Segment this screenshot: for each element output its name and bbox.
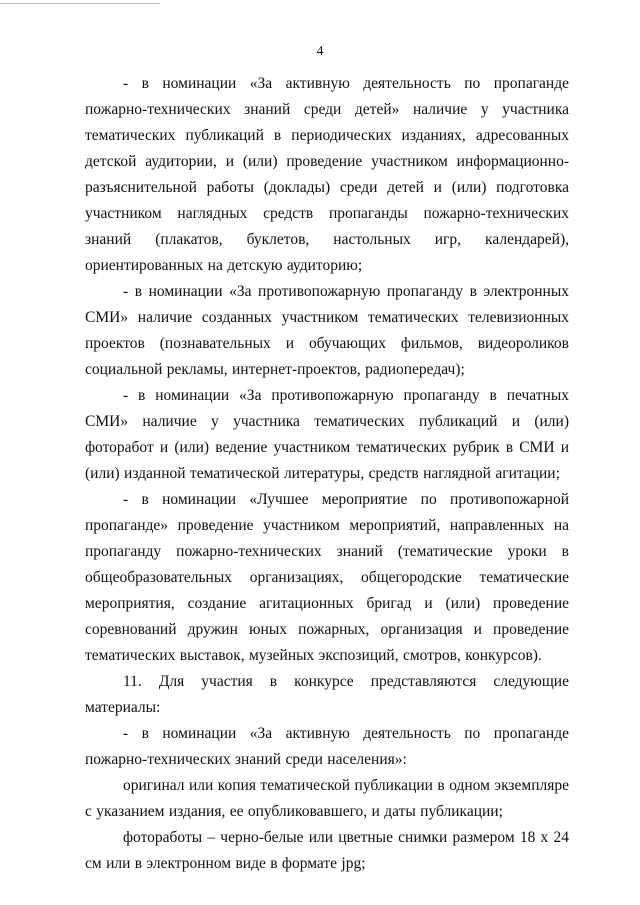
paragraph-population-nomination: - в номинации «За активную деятельность по пропаганде пожарно-технических знаний среди населения»: (85, 725, 569, 768)
top-divider (0, 3, 160, 4)
paragraph-electronic-media-nomination: - в номинации «За противопожарную пропаганду в электронных СМИ» наличие созданных участником тематических телевизионных проектов (познавательных и обучающих фильмов, видеороликов социальной рекламы, интернет-проектов, радиопередач); (85, 283, 569, 378)
paragraph-section-11: 11. Для участия в конкурсе представляются следующие материалы: (85, 673, 569, 716)
paragraph-photo-works: фотоработы – черно-белые или цветные снимки размером 18 х 24 см или в электронном виде в формате jpg; (85, 829, 569, 872)
document-body (85, 71, 569, 877)
page-number: 4 (316, 44, 324, 59)
paragraph-publication-copy: оригинал или копия тематической публикации в одном экземпляре с указанием издания, ее опубликовавшего, и даты публикации; (85, 777, 569, 820)
paragraph-best-event-nomination: - в номинации «Лучшее мероприятие по противопожарной пропаганде» проведение участником мероприятий, направленных на пропаганду пожарно-технических знаний (тематические уроки в общеобразовательных организациях, общегородские тематические мероприятия, создание агитационных бригад и (или) проведение соревнований дружин юных пожарных, организация и проведение тематических выставок, музейных экспозиций, смотров, конкурсов). (85, 491, 569, 664)
paragraph-print-media-nomination: - в номинации «За противопожарную пропаганду в печатных СМИ» наличие у участника тематических публикаций и (или) фоторабот и (или) ведение участником тематических рубрик в СМИ и (или) изданной тематической литературы, средств наглядной агитации; (85, 387, 569, 482)
paragraph-children-nomination: - в номинации «За активную деятельность по пропаганде пожарно-технических знаний среди детей» наличие у участника тематических публикаций в периодических изданиях, адресованных детской аудитории, и (или) проведение участником информационно-разъяснительной работы (доклады) среди детей и (или) подготовка участником наглядных средств пропаганды пожарно-технических знаний (плакатов, буклетов, настольных игр, календарей), ориентированных на детскую аудиторию; (85, 75, 569, 274)
